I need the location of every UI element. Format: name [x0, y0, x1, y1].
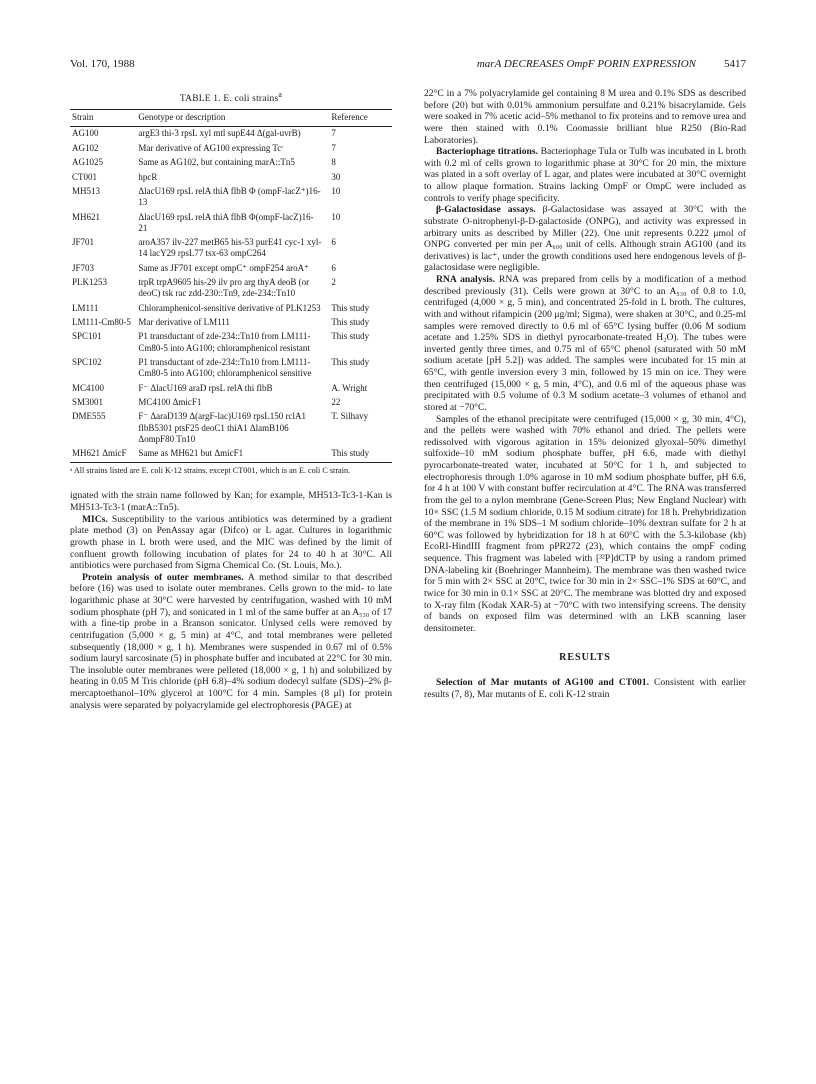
strain-cell: PLK1253	[72, 277, 108, 288]
genotype-cell: trpR trpA9605 his-29 ilv pro arg thyA deoB (or deoC) tsk rac zdd-230::Tn9, zde-234::Tn10	[138, 277, 310, 299]
mics-paragraph	[70, 514, 392, 572]
table-row	[70, 447, 392, 463]
genotype-cell: Mar derivative of AG100 expressing Tcʳ	[138, 142, 284, 153]
protein-analysis-body: A method similar to that described before (16) was used to isolate outer membranes. Cells grown to the mid- to late logarithmic phase at 30°C were harvested by centrifugation, washed with 10 mM sodium phosphate (pH 7), and sonicated in 1 ml of the same buffer at an A₅₃₀ of 17 with a fine-tip probe in a Branson sonicator. Unlysed cells were removed by centrifugation (5,000 × g, 5 min) at 4°C, and total membranes were pelleted subsequently (18,000 × g, 1 h). Membranes were suspended in 0.67 ml of 0.5% sodium lauryl sarcosinate (5) in phosphate buffer and incubated at 22°C for 30 min. The insoluble outer membranes were pelleted (18,000 × g, 1 h) and solubilized by heating in 0.05 M Tris chloride (pH 6.8)–4% sodium dodecyl sulfate (SDS)–2% β-mercaptoethanol–10% glycerol at 100°C for 4 min. Samples (8 μl) for protein analysis were separated by polyacrylamide gel electrophoresis (PAGE) at	[70, 571, 392, 711]
volume-info: Vol. 170, 1988	[70, 58, 135, 70]
reference-cell: 7	[331, 142, 336, 153]
reference-cell: This study	[331, 317, 370, 328]
reference-cell: T. Silhavy	[331, 411, 369, 422]
reference-cell: 10	[331, 211, 341, 222]
table-row	[70, 236, 392, 262]
table-row	[70, 316, 392, 330]
table-caption-footnote-mark: a	[278, 90, 283, 99]
protein-analysis-heading: Protein analysis of outer membranes.	[82, 571, 244, 583]
table-header-row	[70, 110, 392, 127]
column-header-reference: Reference	[323, 110, 392, 127]
genotype-cell: MC4100 ΔmicF1	[138, 397, 202, 408]
header-right	[477, 58, 746, 70]
reference-cell: A. Wright	[331, 382, 368, 393]
table-row	[70, 127, 392, 142]
reference-cell: This study	[323, 447, 392, 463]
strain-cell: JF703	[72, 262, 95, 273]
strain-cell: LM111-Cm80-5	[72, 317, 131, 328]
phage-heading: Bacteriophage titrations.	[436, 146, 538, 158]
table-row	[70, 356, 392, 382]
bgal-body: β-Galactosidase was assayed at 30°C with the substrate O-nitrophenyl-β-D-galactoside (ONPG), and activity was expressed in arbitrary units as described by Miller (22). One unit represents 0.222 μmol of ONPG converted per min per A₆₀₀ unit of cells. Although strain AG100 (and its derivatives) is lac⁺, under the growth conditions used here endogenous levels of β-galactosidase were negligible.	[424, 204, 746, 274]
table-row	[70, 211, 392, 237]
protein-analysis-paragraph	[70, 572, 392, 712]
table-row	[70, 330, 392, 356]
strains-table	[70, 109, 392, 463]
strain-cell: AG100	[72, 128, 99, 139]
strain-cell: MH621 ΔmicF	[70, 447, 136, 463]
bgal-heading: β-Galactosidase assays.	[436, 204, 536, 216]
table-row	[70, 276, 392, 302]
page-number: 5417	[724, 58, 746, 70]
reference-cell: 7	[331, 128, 336, 139]
genotype-cell: Mar derivative of LM111	[138, 317, 230, 328]
reference-cell: 22	[331, 397, 341, 408]
strain-cell: AG1025	[72, 157, 103, 168]
table-caption-text: TABLE 1. E. coli strains	[179, 94, 279, 105]
strain-cell: LM111	[72, 302, 99, 313]
rna-paragraph	[424, 274, 746, 414]
strain-cell: AG102	[72, 142, 99, 153]
samples-paragraph: Samples of the ethanol precipitate were centrifuged (15,000 × g, 30 min, 4°C), and the pellets were washed with 70% ethanol and dried. The pellets were redissolved with vigorous agitation in 15% deionized glyoxal–50% dimethyl sulfoxide–10 mM sodium phosphate buffer, pH 6.6, made with diethyl pyrocarbonate-treated water, incubated at 50°C for 1 h, and subjected to electrophoresis through 1.0% agarose in 10 mM sodium phosphate buffer, pH 6.6, for 4 h at 100 V with constant buffer recirculation at 4°C. The RNA was transferred from the gel to a nylon membrane (Gene-Screen Plus; New England Nuclear) with 10× SSC (1.5 M sodium chloride, 0.15 M sodium citrate) for 18 h. Prehybridization of the membrane in 1% SDS–1 M sodium chloride–10% dextran sulfate for 2 h at 60°C was followed by hybridization for 18 h at 60°C with the 5.3-kilobase (kb) EcoRI-HindIII fragment from pPR272 (23), which contains the ompF coding sequence. This fragment was labeled with [³²P]dCTP by using a random primed DNA-labeling kit (Boehringer Mannheim). The membrane was then washed twice for 5 min with 2× SSC at 20°C, twice for 30 min in 2× SSC–1% SDS at 60°C, and twice for 30 min in 0.1× SSC at 20°C. The membrane was blotted dry and exposed to X-ray film (Kodak XAR-5) at −70°C with two intensifying screens. The density of bands on exposed film was determined with an LKB scanning laser densitometer.	[424, 413, 746, 634]
genotype-cell: P1 transductant of zde-234::Tn10 from LM111-Cm80-5 into AG100; chloramphenicol sensitive	[138, 357, 312, 379]
selection-heading: Selection of Mar mutants of AG100 and CT001.	[436, 677, 649, 689]
rna-heading: RNA analysis.	[436, 274, 496, 285]
table-footnote: ᵃ All strains listed are E. coli K-12 strains, except CT001, which is an E. coli C strain.	[70, 466, 351, 476]
reference-cell: 30	[331, 171, 341, 182]
paragraph-continuation: ignated with the strain name followed by Kan; for example, MH513-Tc3-1-Kan is MH513-Tc3-1 (marA::Tn5).	[70, 490, 392, 514]
table-row	[70, 410, 392, 447]
table-row	[70, 156, 392, 170]
reference-cell: 8	[331, 157, 336, 168]
genotype-cell: F⁻ ΔaraD139 Δ(argF-lac)U169 rpsL150 rclA1 flbB5301 ptsF25 deoC1 thiA1 ΔlamB106 ΔompF80 Tn10	[138, 411, 306, 444]
genotype-cell: Same as MH621 but ΔmicF1	[136, 447, 323, 463]
genotype-cell: ΔlacU169 rpsL relA thiA flbB Φ (ompF-lacZ⁺)16-13	[138, 185, 321, 208]
selection-body: Consistent with earlier results (7, 8), Mar mutants of E. coli K-12 strain	[424, 677, 746, 700]
reference-cell: 2	[331, 277, 336, 288]
reference-cell: 6	[331, 237, 336, 248]
running-title: marA DECREASES OmpF PORIN EXPRESSION	[476, 58, 696, 70]
genotype-cell: Chloramphenicol-sensitive derivative of PLK1253	[138, 302, 321, 313]
genotype-cell: F⁻ ΔlacU169 araD rpsL relA thi flbB	[138, 382, 273, 393]
column-header-genotype: Genotype or description	[136, 110, 323, 127]
strain-cell: MH513	[72, 185, 101, 196]
table-row	[70, 382, 392, 396]
selection-paragraph	[424, 677, 746, 700]
genotype-cell: Same as JF701 except ompC⁺ ompF254 aroA⁺	[138, 262, 309, 273]
strain-cell: SPC102	[72, 357, 102, 368]
mics-body: Susceptibility to the various antibiotics was determined by a gradient plate method (3) on PenAssay agar (Difco) or L agar. Cultures in logarithmic growth phase in L broth were used, and the MIC was defined by the limit of confluent growth following incubation of plates for 24 to 40 h at 30°C. All antibiotics were purchased from Sigma Chemical Co. (St. Louis, Mo.).	[70, 513, 392, 572]
right-column	[424, 88, 746, 701]
reference-cell: This study	[331, 302, 370, 313]
page-header	[70, 58, 746, 74]
table-row	[70, 185, 392, 211]
genotype-cell: ΔlacU169 rpsL relA thiA flbB Φ(ompF-lacZ)16-21	[138, 211, 314, 233]
genotype-cell: hpcR	[138, 171, 158, 182]
strain-cell: DME555	[72, 411, 106, 422]
mics-heading: MICs.	[82, 513, 108, 525]
results-heading: RESULTS	[559, 652, 611, 664]
rna-body: RNA was prepared from cells by a modification of a method described previously (31). Cells were grown at 30°C to an A₅₃₀ of 0.8 to 1.0, centrifuged (4,000 × g, 5 min), and concentrated 25-fold in L broth. The cultures, with and without rifampicin (200 μg/ml; Sigma), were shaken at 30°C, and 0.25-ml samples were removed directly to 0.6 ml of 65°C lysing buffer (0.06 M sodium acetate and 1.25% SDS in diethyl pyrocarbonate-treated H₂O). The tubes were inverted gently three times, and 0.75 ml of 65°C phenol (saturated with 50 mM sodium acetate [pH 5.2]) was added. The samples were incubated for 15 min at 65°C, with gentle inversion every 3 min, followed by 15 min on ice. They were then centrifuged (15,000 × g, 5 min, 4°C), and 0.6 ml of the aqueous phase was precipitated with 0.5 volume of 0.3 M sodium acetate–3 volumes of ethanol and stored at −70°C.	[424, 274, 747, 413]
left-column	[70, 88, 392, 711]
gel-paragraph: 22°C in a 7% polyacrylamide gel containing 8 M urea and 0.1% SDS as described before (20) but with 0.01% ammonium persulfate and 0.21% bisacrylamide. Gels were soaked in 7% acetic acid–5% methanol to fix proteins and to remove urea and were then stained with 0.1% Coomassie brilliant blue R250 (Bio-Rad Laboratories).	[424, 88, 746, 146]
strain-cell: MC4100	[72, 382, 105, 393]
genotype-cell: aroA357 ilv-227 metB65 his-53 purE41 cyc-1 xyl-14 lacY29 rpsL77 tsx-63 ompC264	[138, 237, 322, 259]
phage-body: Bacteriophage TuIa or TuIb was incubated in L broth with 0.2 ml of cells grown to logarithmic phase at 30°C for 20 min, the mixture was plated in a soft overlay of L agar, and plates were incubated at 30°C overnight to allow plaque formation. Strains lacking OmpF or OmpC were included as controls to verify phage specificity.	[424, 146, 746, 204]
strain-cell: MH621	[72, 211, 101, 222]
table-row	[70, 142, 392, 156]
reference-cell: This study	[331, 331, 370, 342]
strain-cell: SM3001	[72, 397, 104, 408]
column-header-strain: Strain	[70, 110, 136, 127]
reference-cell: 6	[331, 262, 336, 273]
table-row	[70, 171, 392, 185]
reference-cell: 10	[331, 185, 341, 196]
strain-cell: SPC101	[72, 331, 102, 342]
reference-cell: This study	[331, 357, 370, 368]
genotype-cell: P1 transductant of zde-234::Tn10 from LM111-Cm80-5 into AG100; chloramphenicol resistant	[138, 331, 311, 353]
genotype-cell: argE3 thi-3 rpsL xyl mtl supE44 Δ(gal-uvrB)	[138, 128, 301, 139]
bgal-paragraph	[424, 204, 746, 274]
table-row	[70, 396, 392, 410]
table-row	[70, 262, 392, 276]
table-body	[70, 127, 392, 463]
table-row	[70, 302, 392, 316]
table-caption	[70, 90, 392, 104]
strain-cell: CT001	[72, 171, 98, 182]
genotype-cell: Same as AG102, but containing marA::Tn5	[138, 157, 295, 168]
strain-cell: JF701	[72, 237, 95, 248]
phage-paragraph	[424, 146, 746, 204]
